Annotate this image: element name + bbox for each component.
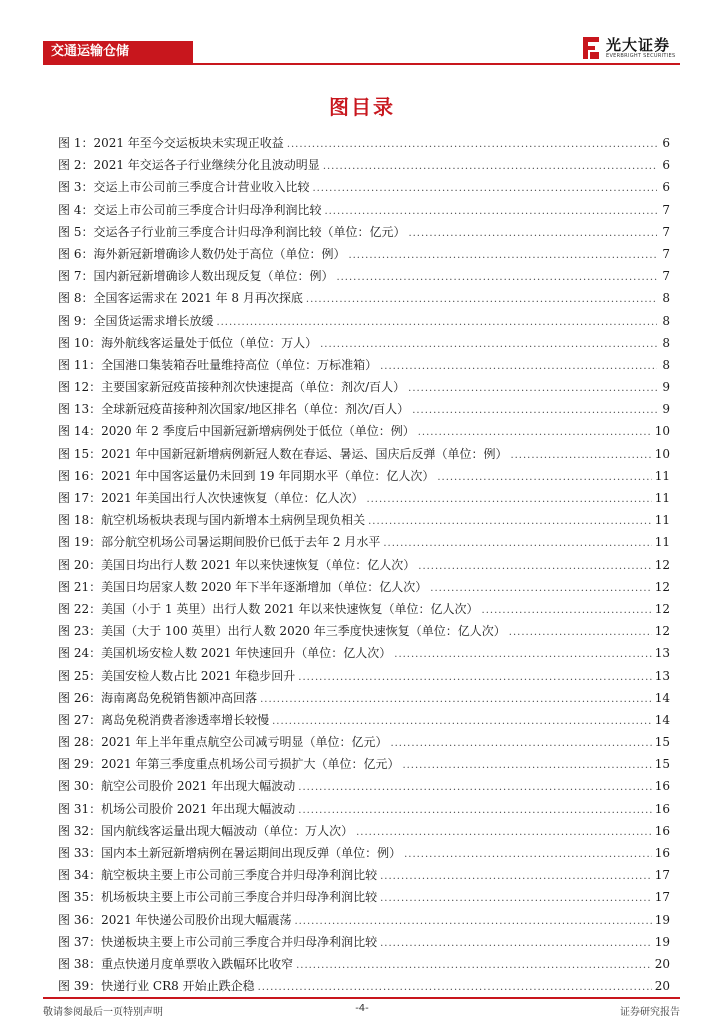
toc-entry-page: 19 [654,934,670,949]
toc-entry-label: 图 28：2021 年上半年重点航空公司减亏明显（单位：亿元） [58,735,388,750]
toc-entry-page: 9 [662,380,670,395]
toc-entry[interactable] [58,886,670,908]
toc-entry-page: 16 [654,846,670,860]
toc-leader-dots [366,489,651,511]
toc-entry[interactable] [58,376,670,398]
toc-leader-dots [216,312,657,334]
toc-leader-dots [312,178,657,200]
toc-leader-dots [294,911,651,933]
toc-entry-page: 16 [654,779,670,794]
footer-divider [43,997,680,999]
brand-logo [580,34,690,64]
toc-entry[interactable] [58,598,670,620]
brand-subtitle: EVERBRIGHT SECURITIES [606,53,676,59]
toc-entry-label: 图 37：快递板块主要上市公司前三季度合并归母净利润比较 [58,934,378,949]
toc-leader-dots [298,800,651,822]
toc-entry-page: 10 [654,446,670,461]
toc-entry-label: 图 9：全国货运需求增长放缓 [58,313,214,328]
toc-leader-dots [418,556,651,578]
toc-entry[interactable] [58,864,670,886]
toc-entry-page: 7 [662,246,670,261]
toc-entry[interactable] [58,775,670,797]
toc-entry-label: 图 1：2021 年至今交运板块未实现正收益 [58,136,284,150]
toc-entry-label: 图 7：国内新冠新增确诊人数出现反复（单位：例） [58,269,334,284]
toc-entry-label: 图 30：航空公司股价 2021 年出现大幅波动 [58,779,296,794]
toc-entry-page: 15 [654,735,670,750]
toc-entry-page: 14 [654,712,670,727]
toc-entry-label: 图 19：部分航空机场公司暑运期间股价已低于去年 2 月水平 [58,535,381,550]
toc-entry[interactable] [58,310,670,332]
toc-leader-dots [320,334,657,356]
toc-entry-label: 图 12：主要国家新冠疫苗接种剂次快速提高（单位：剂次/百人） [58,380,406,395]
toc-leader-dots [368,511,652,533]
toc-leader-dots [287,134,657,156]
toc-entry[interactable] [58,642,670,664]
toc-entry-label: 图 3：交运上市公司前三季度合计营业收入比较 [58,180,310,195]
toc-entry-label: 图 34：航空板块主要上市公司前三季度合并归母净利润比较 [58,868,378,883]
toc-entry-page: 17 [654,868,670,883]
toc-entry[interactable] [58,554,670,576]
toc-entry-label: 图 14：2020 年 2 季度后中国新冠新增病例处于低位（单位：例） [58,424,415,439]
toc-entry-label: 图 23：美国（大于 100 英里）出行人数 2020 年三季度快速恢复（单位：亿人次） [58,624,506,639]
toc-entry-page: 6 [662,136,670,150]
toc-leader-dots [380,888,652,910]
toc-entry-page: 8 [662,357,670,372]
toc-entry[interactable] [58,931,670,953]
page-number: -4- [355,1003,369,1014]
toc-entry-page: 9 [662,402,670,417]
toc-leader-dots [404,844,652,866]
toc-entry-label: 图 2：2021 年交运各子行业继续分化且波动明显 [58,158,320,173]
toc-leader-dots [323,156,657,178]
toc-leader-dots [394,644,651,666]
figure-list [58,132,670,997]
toc-entry-page: 17 [654,890,670,905]
toc-entry-page: 11 [654,535,670,550]
toc-entry-page: 7 [662,202,670,217]
toc-entry[interactable] [58,975,670,997]
toc-leader-dots [380,933,652,955]
toc-entry[interactable] [58,531,670,553]
toc-entry-page: 13 [654,646,670,661]
toc-entry-label: 图 11：全国港口集装箱吞吐量维持高位（单位：万标准箱） [58,357,378,372]
toc-leader-dots [437,467,651,489]
toc-entry-label: 图 25：美国安检人数占比 2021 年稳步回升 [58,668,296,683]
toc-leader-dots [298,667,651,689]
toc-entry[interactable] [58,487,670,509]
toc-entry[interactable] [58,221,670,243]
toc-entry-page: 13 [654,668,670,683]
toc-leader-dots [380,356,657,378]
toc-entry[interactable] [58,798,670,820]
toc-entry[interactable] [58,509,670,531]
toc-entry-label: 图 21：美国日均居家人数 2020 年下半年逐渐增加（单位：亿人次） [58,579,428,594]
toc-entry[interactable] [58,398,670,420]
toc-entry-label: 图 36：2021 年快递公司股价出现大幅震荡 [58,912,292,927]
toc-leader-dots [272,711,652,733]
toc-entry-label: 图 6：海外新冠新增确诊人数仍处于高位（单位：例） [58,246,346,261]
toc-entry[interactable] [58,176,670,198]
toc-entry[interactable] [58,132,670,154]
toc-leader-dots [418,422,652,444]
toc-entry-label: 图 4：交运上市公司前三季度合计归母净利润比较 [58,202,322,217]
toc-leader-dots [324,201,657,223]
toc-entry[interactable] [58,665,670,687]
toc-entry[interactable] [58,243,670,265]
brand-logo-icon [580,37,600,59]
toc-entry[interactable] [58,199,670,221]
toc-entry-page: 14 [654,690,670,705]
toc-entry-label: 图 32：国内航线客运量出现大幅波动（单位：万人次） [58,823,354,838]
toc-entry-page: 6 [662,180,670,195]
footer-report-type: 证券研究报告 [620,1007,680,1018]
toc-entry-label: 图 16：2021 年中国客运量仍未回到 19 年同期水平（单位：亿人次） [58,468,435,483]
toc-entry[interactable] [58,420,670,442]
toc-leader-dots [510,445,651,467]
toc-entry-page: 16 [654,801,670,816]
toc-entry[interactable] [58,154,670,176]
toc-entry-page: 11 [654,468,670,483]
brand-name: 光大证券 [606,36,671,54]
toc-entry-label: 图 29：2021 年第三季度重点机场公司亏损扩大（单位：亿元） [58,757,400,772]
toc-entry-page: 19 [654,912,670,927]
toc-entry-label: 图 17：2021 年美国出行人次快速恢复（单位：亿人次） [58,491,364,505]
toc-leader-dots [482,600,652,622]
toc-leader-dots [509,622,652,644]
toc-entry-label: 图 18：航空机场板块表现与国内新增本土病例呈现负相关 [58,513,366,528]
page-title: 图目录 [329,95,395,119]
toc-entry[interactable] [58,465,670,487]
toc-entry-label: 图 8：全国客运需求在 2021 年 8 月再次探底 [58,291,303,306]
toc-entry[interactable] [58,731,670,753]
toc-entry-page: 7 [662,224,670,239]
toc-entry-page: 8 [662,335,670,350]
toc-entry-label: 图 10：海外航线客运量处于低位（单位：万人） [58,335,318,350]
toc-entry-page: 7 [662,269,670,284]
toc-entry-page: 12 [654,624,670,639]
toc-leader-dots [336,267,657,289]
toc-entry[interactable] [58,909,670,931]
toc-entry-label: 图 39：快递行业 CR8 开始止跌企稳 [58,979,255,994]
toc-entry-label: 图 31：机场公司股价 2021 年出现大幅波动 [58,801,296,816]
toc-entry[interactable] [58,443,670,465]
toc-entry-page: 11 [654,513,670,528]
toc-entry-label: 图 35：机场板块主要上市公司前三季度合并归母净利润比较 [58,890,378,905]
toc-entry-page: 20 [654,956,670,971]
toc-entry[interactable] [58,576,670,598]
toc-entry-page: 8 [662,313,670,328]
section-tag: 交通运输仓储 [43,41,193,63]
toc-entry-page: 12 [654,579,670,594]
toc-leader-dots [408,378,657,400]
toc-leader-dots [348,245,657,267]
toc-entry[interactable] [58,687,670,709]
toc-leader-dots [260,689,652,711]
toc-leader-dots [356,822,652,844]
toc-entry-label: 图 22：美国（小于 1 英里）出行人数 2021 年以来快速恢复（单位：亿人次） [58,601,479,616]
toc-entry-page: 8 [662,291,670,306]
toc-entry-page: 10 [654,424,670,439]
toc-entry[interactable] [58,753,670,775]
toc-entry-label: 图 15：2021 年中国新冠新增病例新冠人数在春运、暑运、国庆后反弹（单位：例） [58,446,508,461]
toc-leader-dots [390,733,651,755]
toc-entry-page: 15 [654,757,670,772]
toc-entry-label: 图 5：交运各子行业前三季度合计归母净利润比较（单位：亿元） [58,224,406,239]
toc-entry[interactable] [58,620,670,642]
toc-entry-label: 图 27：离岛免税消费者渗透率增长较慢 [58,712,270,727]
toc-entry[interactable] [58,265,670,287]
toc-leader-dots [412,400,657,422]
toc-entry[interactable] [58,709,670,731]
toc-entry-page: 12 [654,601,670,616]
toc-entry[interactable] [58,354,670,376]
toc-entry-page: 20 [654,979,670,994]
toc-entry-label: 图 38：重点快递月度单票收入跌幅环比收窄 [58,956,294,971]
toc-entry-page: 12 [654,557,670,572]
toc-leader-dots [296,955,652,977]
toc-entry-label: 图 13：全球新冠疫苗接种剂次国家/地区排名（单位：剂次/百人） [58,402,410,417]
toc-leader-dots [402,755,651,777]
toc-entry[interactable] [58,953,670,975]
toc-entry-label: 图 26：海南离岛免税销售额冲高回落 [58,690,258,705]
toc-entry-page: 16 [654,823,670,838]
toc-entry[interactable] [58,332,670,354]
footer-disclaimer: 敬请参阅最后一页特别声明 [43,1007,163,1018]
toc-leader-dots [380,866,652,888]
toc-entry[interactable] [58,842,670,864]
toc-leader-dots [258,977,652,999]
toc-entry-page: 6 [662,158,670,173]
toc-leader-dots [298,777,651,799]
toc-leader-dots [430,578,651,600]
toc-leader-dots [383,533,651,555]
toc-leader-dots [306,289,657,311]
toc-entry-page: 11 [654,491,670,505]
toc-entry[interactable] [58,820,670,842]
toc-entry-label: 图 24：美国机场安检人数 2021 年快速回升（单位：亿人次） [58,646,392,661]
toc-entry-label: 图 33：国内本土新冠新增病例在暑运期间出现反弹（单位：例） [58,846,402,860]
toc-entry[interactable] [58,287,670,309]
toc-leader-dots [408,223,657,245]
toc-entry-label: 图 20：美国日均出行人数 2021 年以来快速恢复（单位：亿人次） [58,557,416,572]
